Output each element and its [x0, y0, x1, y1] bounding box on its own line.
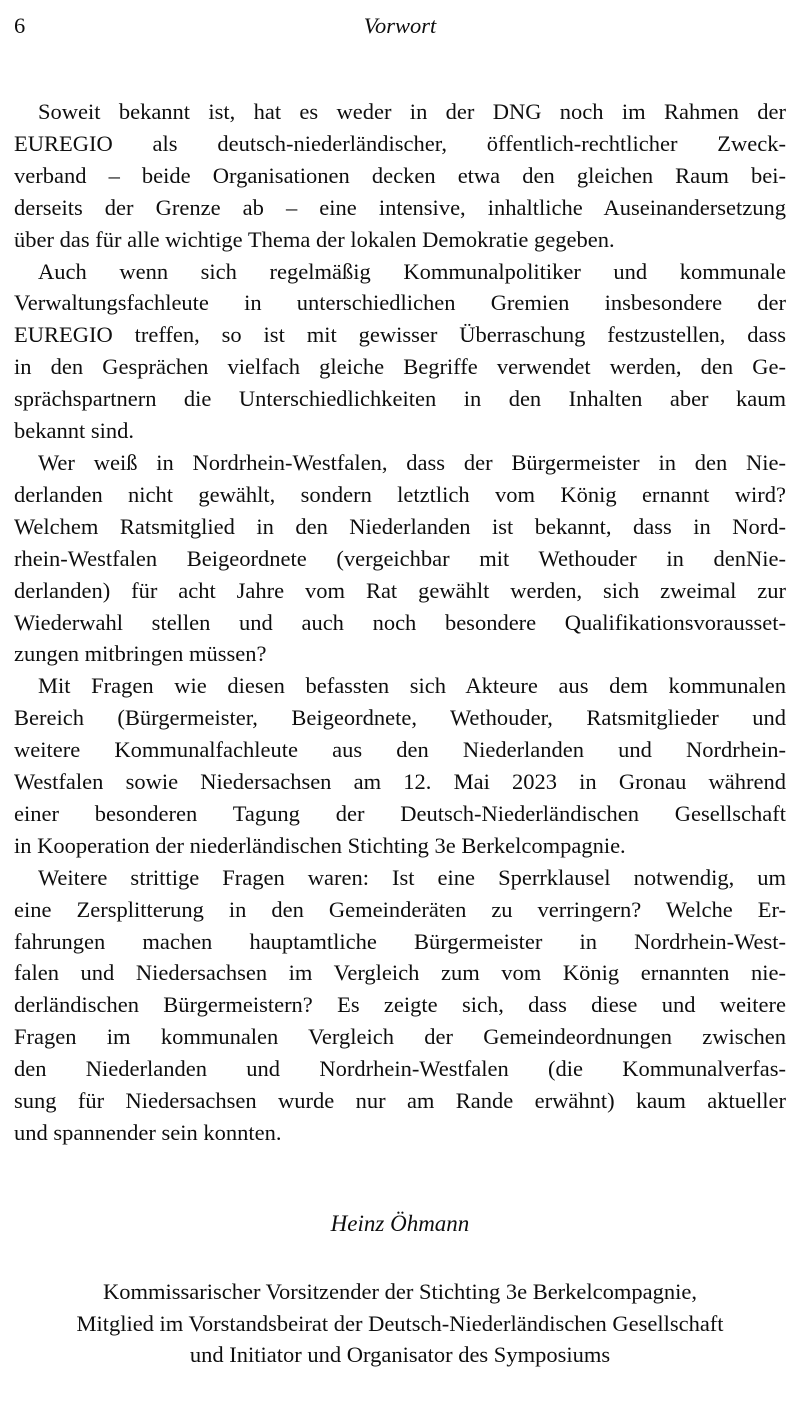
text-line: Verwaltungsfachleute in unterschiedlichen Gremien insbesondere der — [14, 290, 786, 316]
text-line: über das für alle wichtige Thema der lokalen Demokratie gegeben. — [14, 226, 615, 252]
text-line: falen und Niedersachsen im Vergleich zum vom König ernannten nie- — [14, 960, 786, 986]
text-line: Weitere strittige Fragen waren: Ist eine Sperrklausel notwendig, um — [38, 864, 786, 890]
text-line: Auch wenn sich regelmäßig Kommunalpolitiker und kommunale — [38, 258, 786, 284]
text-line: derlanden) für acht Jahre vom Rat gewählt werden, sich zweimal zur — [14, 577, 786, 603]
text-line: in den Gesprächen vielfach gleiche Begriffe verwendet werden, den Ge- — [14, 354, 786, 380]
page-header — [14, 13, 786, 41]
text-line: sprächspartnern die Unterschiedlichkeiten in den Inhalten aber kaum — [14, 386, 786, 412]
text-line: derlanden nicht gewählt, sondern letztlich vom König ernannt wird? — [14, 481, 786, 507]
text-line: rhein-Westfalen Beigeordnete (vergeichbar mit Wethouder in denNie- — [14, 545, 786, 571]
signature-role-line: Kommissarischer Vorsitzender der Stichting 3e Berkelcompagnie, — [102, 1279, 698, 1304]
text-line: in Kooperation der niederländischen Stichting 3e Berkelcompagnie. — [14, 832, 626, 858]
text-line: EUREGIO als deutsch-niederländischer, öffentlich-rechtlicher Zweck- — [14, 130, 786, 156]
text-line: Bereich (Bürgermeister, Beigeordnete, Wethouder, Ratsmitglieder und — [14, 705, 786, 731]
signature-name: Heinz Öhmann — [330, 1211, 470, 1236]
text-line: Fragen im kommunalen Vergleich der Gemeindeordnungen zwischen — [14, 1024, 786, 1050]
text-line: Wer weiß in Nordrhein-Westfalen, dass der Bürgermeister in den Nie- — [38, 449, 786, 475]
text-line: Westfalen sowie Niedersachsen am 12. Mai 2023 in Gronau während — [14, 769, 786, 795]
text-line: sung für Niedersachsen wurde nur am Rande erwähnt) kaum aktueller — [14, 1088, 786, 1114]
page-number: 6 — [14, 13, 26, 38]
text-line: verband – beide Organisationen decken etwa den gleichen Raum bei- — [14, 162, 786, 188]
text-line: Soweit bekannt ist, hat es weder in der DNG noch im Rahmen der — [38, 99, 786, 124]
text-line: Wiederwahl stellen und auch noch besondere Qualifikationsvorausset- — [14, 609, 786, 635]
text-line: EUREGIO treffen, so ist mit gewisser Überraschung festzustellen, dass — [14, 322, 786, 348]
body-text — [14, 96, 786, 1149]
text-line: eine Zersplitterung in den Gemeinderäten zu verringern? Welche Er- — [14, 896, 786, 922]
text-line: Welchem Ratsmitglied in den Niederlanden ist bekannt, dass in Nord- — [14, 513, 786, 539]
text-line: zungen mitbringen müssen? — [14, 641, 267, 667]
text-line: weitere Kommunalfachleute aus den Niederlanden und Nordrhein- — [14, 737, 786, 763]
text-line: fahrungen machen hauptamtliche Bürgermeister in Nordrhein-West- — [14, 928, 786, 954]
text-line: derseits der Grenze ab – eine intensive, inhaltliche Auseinandersetzung — [14, 194, 786, 220]
text-line: den Niederlanden und Nordrhein-Westfalen (die Kommunalverfas- — [14, 1056, 786, 1082]
text-line: Mit Fragen wie diesen befassten sich Akteure aus dem kommunalen — [38, 673, 786, 699]
text-line: derländischen Bürgermeistern? Es zeigte sich, dass diese und weitere — [14, 992, 786, 1018]
text-line: einer besonderen Tagung der Deutsch-Niederländischen Gesellschaft — [14, 800, 786, 826]
signature-role-line: und Initiator und Organisator des Symposiums — [189, 1342, 611, 1367]
signature-role — [14, 1276, 786, 1371]
text-line: bekannt sind. — [14, 418, 134, 444]
signature-role-line: Mitglied im Vorstandsbeirat der Deutsch-Niederländischen Gesellschaft — [76, 1310, 724, 1336]
running-header-title: Vorwort — [363, 13, 437, 38]
text-line: und spannender sein konnten. — [14, 1120, 282, 1145]
